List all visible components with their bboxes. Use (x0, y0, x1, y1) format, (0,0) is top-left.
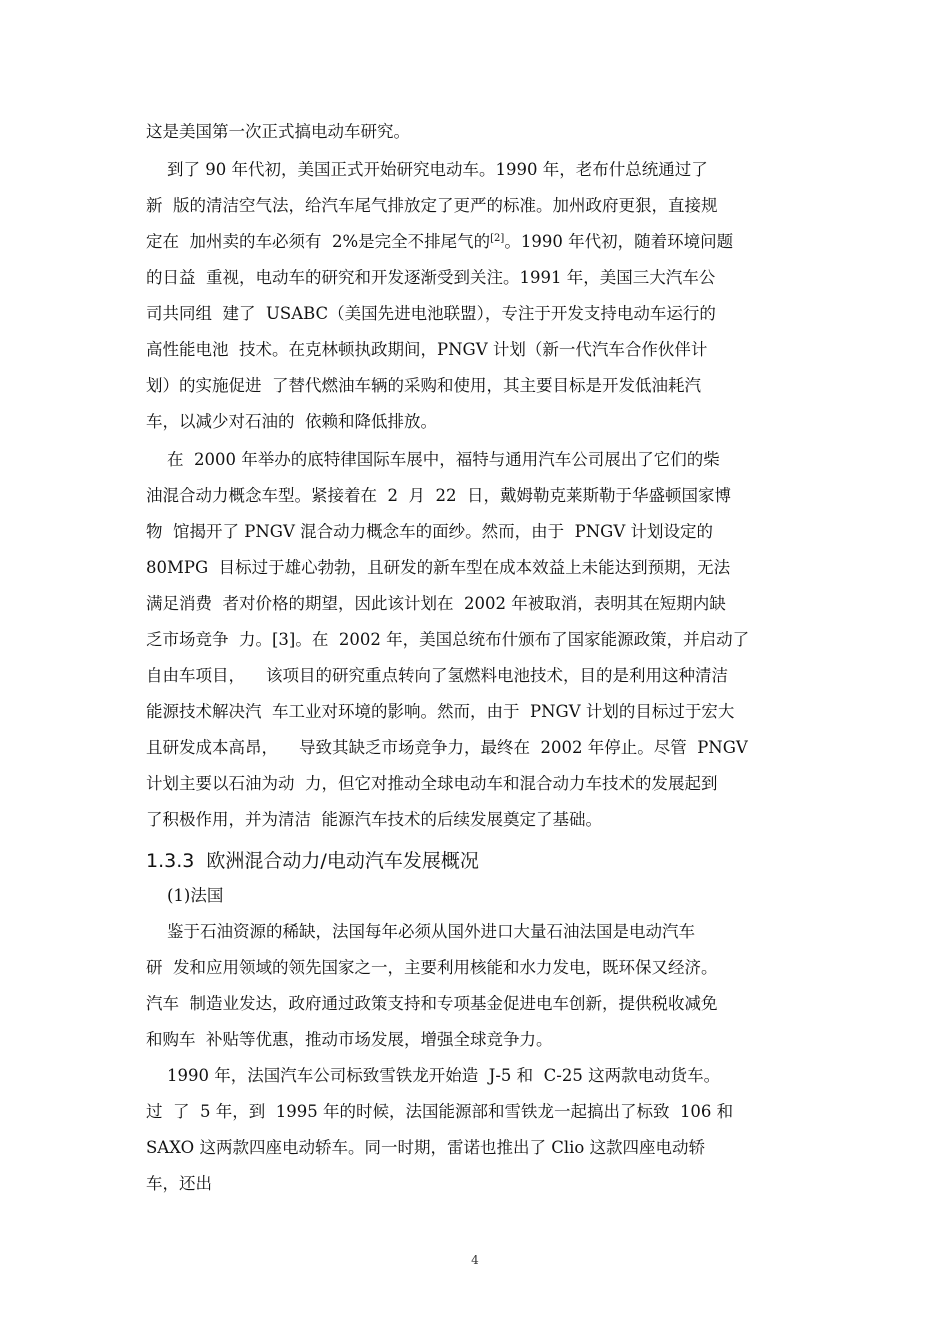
text-line: 自由车项目， 该项目的研究重点转向了氢燃料电池技术，目的是利用这种清洁 (146, 666, 728, 685)
text-line: 车，还出 (146, 1174, 212, 1193)
text-line: SAXO 这两款四座电动轿车。同一时期，雷诺也推出了 Clio 这款四座电动轿 (146, 1138, 706, 1157)
text-line: 研 发和应用领域的领先国家之一，主要利用核能和水力发电，既环保又经济。 (146, 958, 718, 977)
text-line: 满足消费 者对价格的期望，因此该计划在 2002 年被取消，表明其在短期内缺 (146, 594, 726, 613)
text-line: 和购车 补贴等优惠，推动市场发展，增强全球竞争力。 (146, 1030, 553, 1049)
text-line: 司共同组 建了 USABC（美国先进电池联盟），专注于开发支持电动车运行的 (146, 304, 716, 323)
text-line: 80MPG 目标过于雄心勃勃，且研发的新车型在成本效益上未能达到预期，无法 (146, 558, 731, 577)
text-line: 汽车 制造业发达，政府通过政策支持和专项基金促进电车创新，提供税收减免 (146, 994, 718, 1013)
citation-mark: [2] (490, 233, 505, 244)
text-line: 在 2000 年举办的底特律国际车展中，福特与通用汽车公司展出了它们的柴 (146, 450, 720, 469)
text-line: 1990 年，法国汽车公司标致雪铁龙开始造 J-5 和 C-25 这两款电动货车。 (146, 1066, 721, 1085)
text-line: 车，以减少对石油的 依赖和降低排放。 (146, 412, 437, 431)
text-line: 高性能电池 技术。在克林顿执政期间，PNGV 计划（新一代汽车合作伙伴计 (146, 340, 708, 359)
text-line: 乏市场竞争 力。[3]。在 2002 年，美国总统布什颁布了国家能源政策，并启动了 (146, 630, 750, 649)
text-line: 过 了 5 年，到 1995 年的时候，法国能源部和雪铁龙一起搞出了标致 106 和 (146, 1102, 734, 1121)
text-line: 油混合动力概念车型。紧接着在 2 月 22 日，戴姆勒克莱斯勒于华盛顿国家博 (146, 486, 731, 505)
text-line: 物 馆揭开了 PNGV 混合动力概念车的面纱。然而，由于 PNGV 计划设定的 (146, 522, 713, 541)
text-line: 划）的实施促进 了替代燃油车辆的采购和使用，其主要目标是开发低油耗汽 (146, 376, 701, 395)
text-line: 新 版的清洁空气法，给汽车尾气排放定了更严的标准。加州政府更狠，直接规 (146, 196, 718, 215)
text-segment: 。1990 年代初，随着环境问题 (504, 232, 734, 251)
text-line (146, 234, 733, 251)
text-segment: 定在 加州卖的车必须有 2%是完全不排尾气的 (146, 232, 491, 251)
section-heading: 1.3.3 欧洲混合动力/电动汽车发展概况 (146, 850, 479, 872)
text-line: 能源技术解决汽 车工业对环境的影响。然而，由于 PNGV 计划的目标过于宏大 (146, 702, 735, 721)
subsection-label: (1)法国 (146, 886, 224, 905)
text-line: 计划主要以石油为动 力，但它对推动全球电动车和混合动力车技术的发展起到 (146, 774, 718, 793)
text-line: 鉴于石油资源的稀缺，法国每年必须从国外进口大量石油法国是电动汽车 (146, 922, 695, 941)
text-line: 到了 90 年代初，美国正式开始研究电动车。1990 年，老布什总统通过了 (146, 160, 708, 179)
text-line: 且研发成本高昂， 导致其缺乏市场竞争力，最终在 2002 年停止。尽管 PNGV (146, 738, 748, 757)
text-line: 了积极作用，并为清洁 能源汽车技术的后续发展奠定了基础。 (146, 810, 602, 829)
page-number: 4 (471, 1253, 479, 1267)
text-line: 这是美国第一次正式搞电动车研究。 (146, 122, 410, 141)
text-line: 的日益 重视，电动车的研究和开发逐渐受到关注。1991 年，美国三大汽车公 (146, 268, 716, 287)
